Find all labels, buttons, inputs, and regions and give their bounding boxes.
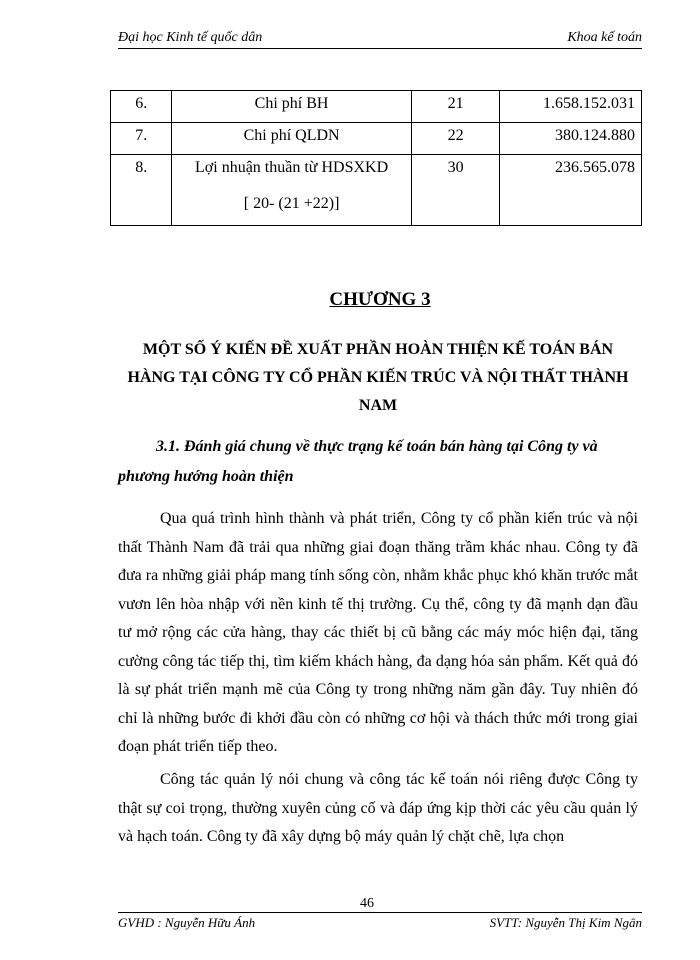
row-value: 380.124.880	[500, 123, 642, 155]
row-value: 236.565.078	[500, 155, 642, 226]
row-item-name: Chi phí QLDN	[172, 123, 411, 155]
row-code: 30	[411, 155, 500, 226]
financial-table	[110, 90, 642, 226]
row-number: 6.	[111, 91, 172, 123]
chapter-heading: CHƯƠNG 3	[329, 289, 431, 310]
row-formula: [ 20- (21 +22)]	[243, 195, 340, 212]
row-item-name-cell	[172, 155, 411, 226]
row-number: 7.	[111, 123, 172, 155]
table-row	[111, 123, 642, 155]
row-value: 1.658.152.031	[500, 91, 642, 123]
chapter-title: MỘT SỐ Ý KIẾN ĐỀ XUẤT PHẦN HOÀN THIỆN KẾ TOÁN BÁN HÀNG TẠI CÔNG TY CỔ PHẦN KIẾN TRÚC VÀ NỘI THẤT THÀNH NAM	[127, 341, 629, 414]
section-heading: 3.1. Đánh giá chung về thực trạng kế toán bán hàng tại Công ty và phương hướng hoàn thiện	[118, 438, 598, 485]
row-code: 22	[411, 123, 500, 155]
table-row	[111, 155, 642, 226]
page-footer	[118, 912, 642, 943]
header-university: Đại học Kinh tế quốc dân	[118, 30, 263, 45]
page-header	[118, 28, 642, 49]
footer-student: SVTT: Nguyễn Thị Kim Ngân	[489, 915, 642, 930]
footer-supervisor: GVHD : Nguyễn Hữu Ánh	[118, 915, 256, 930]
row-item-name: Chi phí BH	[172, 91, 411, 123]
page-number: 46	[360, 896, 374, 911]
body-paragraph: Công tác quản lý nói chung và công tác kế toán nói riêng được Công ty thật sự coi trọng, thường xuyên củng cố và đáp ứng kịp thời các yêu cầu quản lý và hạch toán. Công ty đã xây dựng bộ máy quản lý chặt chẽ, lựa chọn	[118, 771, 638, 845]
row-code: 21	[411, 91, 500, 123]
header-faculty: Khoa kế toán	[567, 30, 642, 45]
row-number: 8.	[111, 155, 172, 226]
row-item-name: Lợi nhuận thuần từ HDSXKD	[195, 159, 389, 176]
table-row	[111, 91, 642, 123]
body-paragraph: Qua quá trình hình thành và phát triển, Công ty cổ phần kiến trúc và nội thất Thành Nam đã trải qua những giai đoạn thăng trầm khác nhau. Công ty đã đưa ra những giải pháp mang tính sống còn, nhằm khắc phục khó khăn trước mắt vươn lên hòa nhập với nền kinh tế thị trường. Cụ thể, công ty đã mạnh dạn đầu tư mở rộng các cửa hàng, thay các thiết bị cũ bằng các máy móc hiện đại, tăng cường công tác tiếp thị, tìm kiếm khách hàng, đa dạng hóa sản phẩm. Kết quả đó là sự phát triển mạnh mẽ của Công ty trong những năm gần đây. Tuy nhiên đó chỉ là những bước đi khởi đầu còn có những cơ hội và thách thức mới trong giai đoạn phát triển tiếp theo.	[118, 510, 638, 755]
